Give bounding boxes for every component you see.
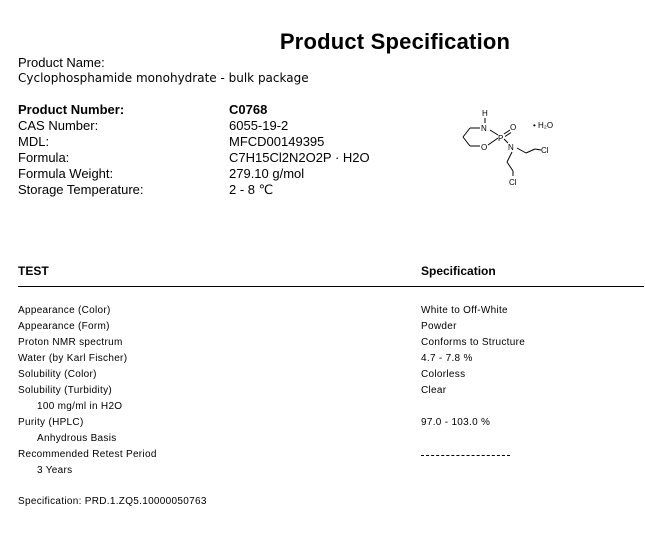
formula-value: C7H15Cl2N2O2P · H2O (229, 150, 370, 165)
atom-n1: N (481, 124, 487, 133)
chemical-structure (455, 105, 585, 195)
test-header: TEST (18, 264, 49, 278)
specification-header: Specification (421, 264, 496, 278)
test-solubility-turbidity: Solubility (Turbidity) (18, 385, 113, 396)
spec-retest-period-dashes (421, 455, 510, 456)
structure-bonds (463, 118, 541, 176)
storage-temperature-label: Storage Temperature: (18, 182, 144, 197)
header-divider (18, 286, 644, 287)
spec-purity-hplc: 97.0 - 103.0 % (421, 417, 491, 428)
bond-c-a-c-b (526, 149, 535, 153)
spec-water: 4.7 - 7.8 % (421, 353, 473, 364)
specification-footer: Specification: PRD.1.ZQ5.10000050763 (18, 496, 207, 507)
formula-label: Formula: (18, 150, 70, 165)
bond-n2-c-c (507, 152, 512, 162)
test-solubility-color: Solubility (Color) (18, 369, 97, 380)
test-purity-hplc: Purity (HPLC) (18, 417, 84, 428)
atom-cl2: Cl (509, 178, 517, 187)
spec-proton-nmr: Conforms to Structure (421, 337, 526, 348)
atom-h: H (482, 109, 488, 118)
test-solubility-condition: 100 mg/ml in H2O (37, 401, 123, 412)
bond-c1-c2 (463, 128, 470, 137)
spec-appearance-form: Powder (421, 321, 457, 332)
cas-number-label: CAS Number: (18, 118, 99, 133)
test-appearance-color: Appearance (Color) (18, 305, 111, 316)
atom-o-double: O (510, 123, 517, 132)
test-retest-period: Recommended Retest Period (18, 449, 157, 460)
atom-cl1: Cl (541, 146, 549, 155)
atom-n2: N (508, 143, 514, 152)
product-name-label: Product Name: (18, 55, 105, 70)
test-water: Water (by Karl Fischer) (18, 353, 128, 364)
formula-weight-value: 279.10 g/mol (229, 166, 305, 181)
test-purity-basis: Anhydrous Basis (37, 433, 117, 444)
bond-c2-c3 (463, 137, 470, 146)
atom-o-ring: O (481, 143, 488, 152)
product-number-value: C0768 (229, 102, 268, 117)
product-name-value: Cyclophosphamide monohydrate - bulk package (18, 71, 309, 85)
spec-appearance-color: White to Off-White (421, 305, 508, 316)
document-title: Product Specification (279, 29, 511, 54)
bond-c-c-c-d (507, 162, 513, 171)
bond-o-p (488, 138, 498, 145)
spec-solubility-color: Colorless (421, 369, 466, 380)
mdl-value: MFCD00149395 (229, 134, 325, 149)
test-appearance-form: Appearance (Form) (18, 321, 110, 332)
bond-n-p (490, 130, 498, 135)
cas-number-value: 6055-19-2 (229, 118, 289, 133)
bond-n2-c-a (517, 148, 526, 153)
mdl-label: MDL: (18, 134, 50, 149)
hydrate-label: • H₂O (533, 121, 554, 130)
product-number-label: Product Number: (18, 102, 125, 117)
spec-solubility-turbidity: Clear (421, 385, 447, 396)
formula-weight-label: Formula Weight: (18, 166, 114, 181)
test-proton-nmr: Proton NMR spectrum (18, 337, 123, 348)
atom-p: P (498, 134, 504, 143)
storage-temperature-value: 2 - 8 ℃ (229, 182, 274, 197)
test-retest-years: 3 Years (37, 465, 73, 476)
